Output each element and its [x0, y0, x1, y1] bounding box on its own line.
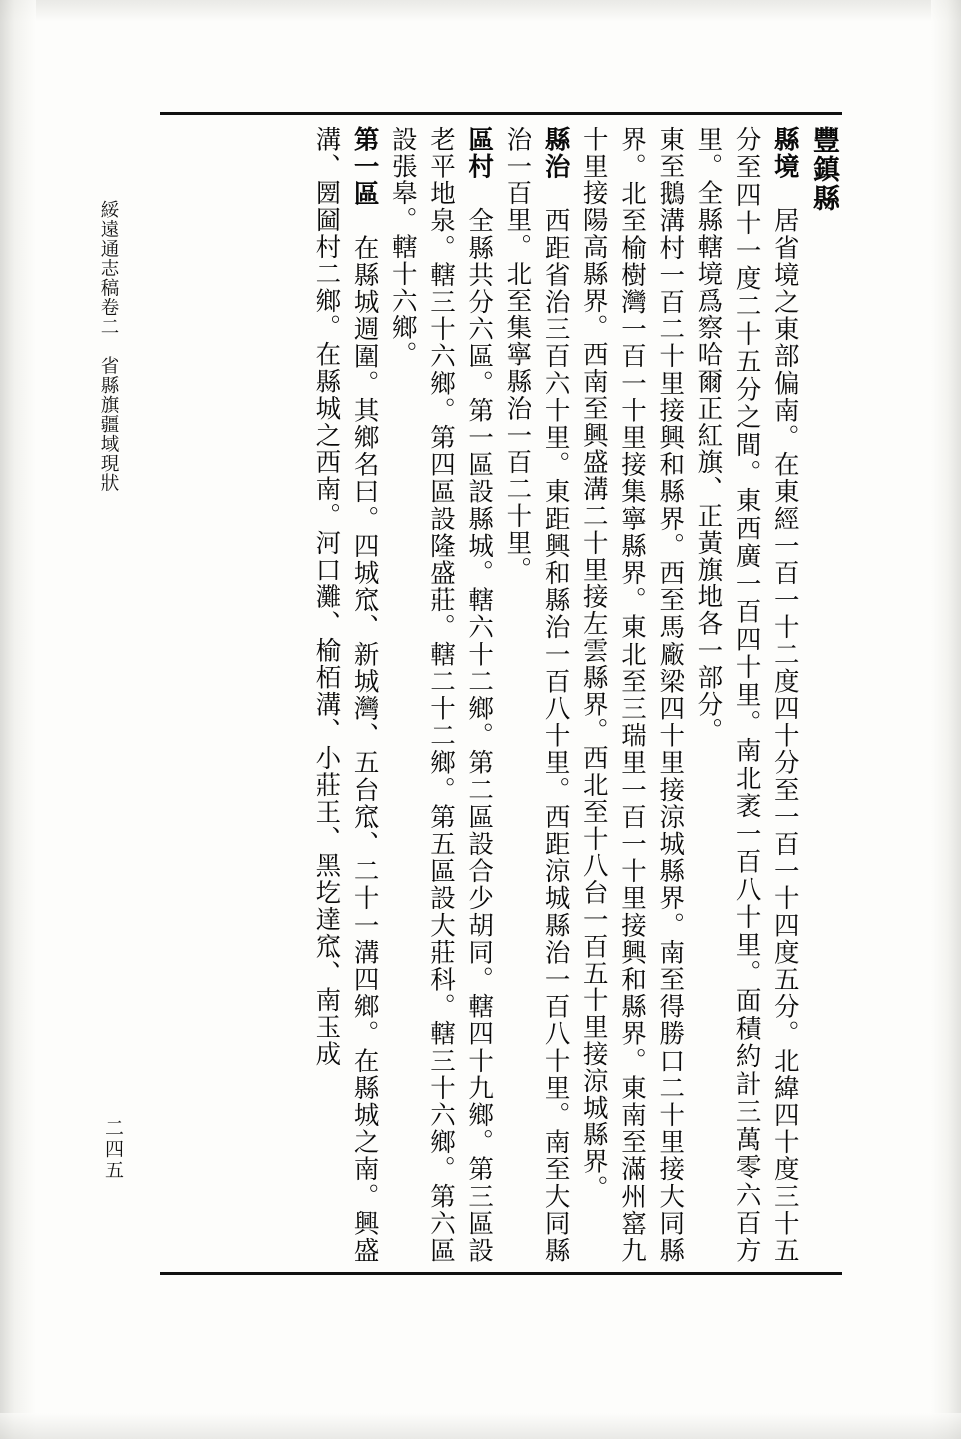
- section-districts-villages: [384, 126, 499, 1264]
- section-text-districts-villages: 全縣共分六區。第一區設縣城。轄六十二鄉。第二區設合少胡同。轄四十九鄉。第三區設老平地泉。轄三十六鄉。第四區設隆盛莊。轄二十二鄉。第五區設大莊科。轄三十六鄉。第六區設張皋。轄十六鄉。: [387, 126, 495, 1264]
- section-boundary-details: [575, 126, 690, 1264]
- scan-edge-left: [0, 0, 36, 1439]
- page-number: 二四五: [102, 1118, 124, 1181]
- section-first-district: [307, 126, 383, 1264]
- section-text-boundary-details: 東至鵝溝村一百二十里接興和縣界。西至馬廠梁四十里接涼城縣界。南至得勝口二十里接大同縣界。北至榆樹灣一百一十里接集寧縣界。東北至三瑞里一百一十里接興和縣界。東南至滿州窰九十里接陽高縣界。西南至興盛溝二十里接左雲縣界。西北至十八台一百五十里接涼城縣界。: [578, 126, 686, 1264]
- vertical-text-body: [160, 126, 842, 1264]
- section-county-seat: [498, 126, 574, 1264]
- scan-edge-right: [931, 0, 961, 1439]
- section-label-county-boundary: 縣境: [769, 126, 800, 181]
- section-text-county-boundary: 居省境之東部偏南。在東經一百一十二度四十分至一百一十四度五分。北緯四十度三十五分至四十一度二十五分之間。東西廣一百四十里。南北袤一百八十里。面積約計三萬零六百方里。全縣轄境爲察哈爾正紅旗、正黃旗地各一部分。: [693, 126, 800, 1264]
- section-text-first-district: 在縣城週圍。其鄉名曰。四城窊、新城灣、五台窊、二十一溝四鄉。在縣城之南。興盛溝、圐圙村二鄉。在縣城之西南。河口灘、榆栢溝、小莊王、黑圪達窊、南玉成: [311, 126, 380, 1265]
- page-title: 豐鎮縣: [808, 126, 839, 213]
- text-block-bottom-rule: [160, 1272, 842, 1275]
- scan-edge-top: [0, 0, 961, 22]
- running-head: 綏遠通志稿卷二 省縣旗疆域現狀: [98, 200, 119, 493]
- section-county-boundary: [689, 126, 804, 1264]
- section-label-first-district: 第一區: [349, 126, 380, 208]
- section-label-county-seat: 縣治: [540, 126, 571, 181]
- text-block-top-rule: [160, 112, 842, 115]
- scan-edge-bottom: [0, 1413, 961, 1439]
- section-text-county-seat: 西距省治三百六十里。東距興和縣治一百八十里。西距涼城縣治一百八十里。南至大同縣治一百里。北至集寧縣治一百二十里。: [502, 126, 571, 1264]
- section-label-districts-villages: 區村: [464, 126, 495, 181]
